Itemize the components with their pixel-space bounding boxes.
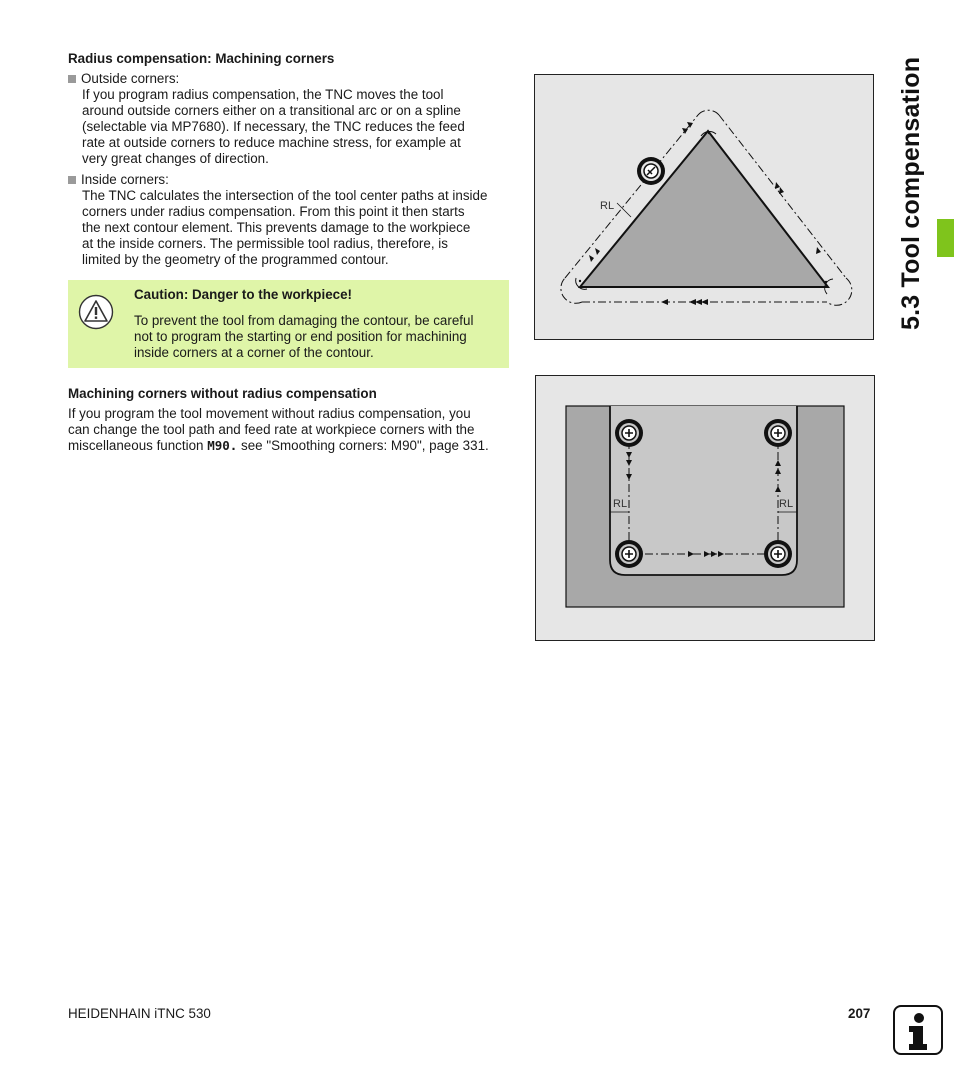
pocket-diagram [536, 376, 874, 640]
outside-line-3: (selectable via MP7680). If necessary, the TNC reduces the feed [82, 119, 465, 134]
caution-line-2: not to program the starting or end position for machining [134, 329, 467, 344]
figure-outside-corners [534, 74, 874, 340]
warning-icon [78, 294, 114, 330]
inside-line-5: limited by the geometry of the programmed contour. [82, 252, 389, 267]
no-compensation-text [68, 406, 528, 454]
milling-cutter-icon [637, 157, 665, 185]
outside-corners-block [68, 71, 518, 167]
figure1-rl-label: RL [600, 200, 615, 212]
inside-line-4: at the inside corners. The permissible tool radius, therefore, is [82, 236, 448, 251]
m90-code: M90. [207, 438, 238, 453]
inside-corners-label: Inside corners: [81, 172, 169, 187]
smoothing-corners-link[interactable]: see "Smoothing corners: M90", page 331. [237, 438, 489, 453]
caution-box [68, 280, 509, 368]
footer-product: HEIDENHAIN iTNC 530 [68, 1006, 211, 1021]
section-heading-corners: Radius compensation: Machining corners [68, 51, 335, 66]
inside-line-1: The TNC calculates the intersection of the tool center paths at inside [82, 188, 488, 203]
figure-no-compensation [535, 375, 875, 641]
triangle-diagram [535, 75, 873, 339]
no-comp-line-2: can change the tool path and feed rate at workpiece corners with the [68, 422, 475, 437]
outside-line-5: very great changes of direction. [82, 151, 269, 166]
chapter-sidebar-title: 5.3 Tool compensation [897, 56, 925, 330]
outside-line-1: If you program radius compensation, the TNC moves the tool [82, 87, 444, 102]
no-comp-line-1: If you program the tool movement without radius compensation, you [68, 406, 471, 421]
outside-line-4: rate at outside corners to reduce machine stress, for example at [82, 135, 461, 150]
bullet-square [68, 75, 76, 83]
inside-corners-block [68, 172, 518, 268]
figure2-rl-left: RL [613, 498, 628, 510]
outside-corners-label: Outside corners: [81, 71, 180, 86]
info-icon[interactable] [893, 1005, 943, 1055]
section-heading-no-compensation: Machining corners without radius compensation [68, 386, 377, 401]
no-comp-line-3-pre: miscellaneous function [68, 438, 208, 453]
outside-line-2: around outside corners either on a transitional arc or on a spline [82, 103, 461, 118]
caution-line-1: To prevent the tool from damaging the contour, be careful [134, 313, 474, 328]
caution-title: Caution: Danger to the workpiece! [134, 287, 352, 302]
page-number: 207 [848, 1006, 871, 1021]
chapter-tab-marker [937, 219, 954, 257]
bullet-square [68, 176, 76, 184]
caution-line-3: inside corners at a corner of the contour. [134, 345, 374, 360]
figure2-rl-right: RL [779, 498, 794, 510]
inside-line-2: corners under radius compensation. From this point it then starts [82, 204, 465, 219]
inside-line-3: the next contour element. This prevents damage to the workpiece [82, 220, 471, 235]
